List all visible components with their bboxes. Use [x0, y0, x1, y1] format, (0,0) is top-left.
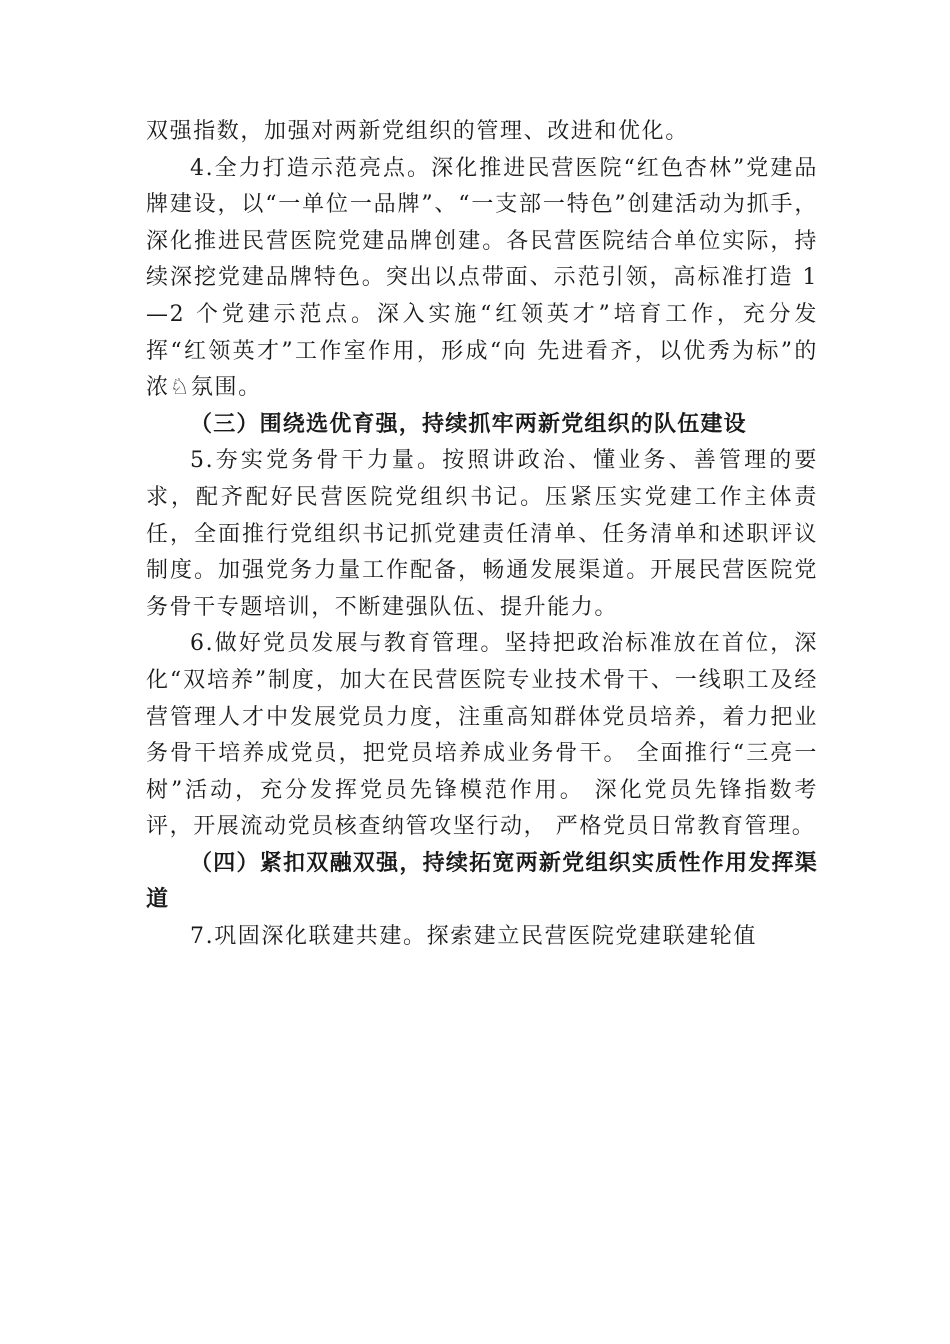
paragraph-continuation: 双强指数，加强对两新党组织的管理、改进和优化。	[146, 119, 689, 144]
section-heading-3: （三）围绕选优育强，持续抓牢两新党组织的队伍建设	[190, 411, 747, 437]
paragraph-item-6: 6.做好党员发展与教育管理。坚持把政治标准放在首位，深化“双培养”制度，加大在民营医院专业技术骨干、一线职工及经营管理人才中发展党员力度，注重高知群体党员培养，着力把业务骨干培养成党员，把党员培养成业务骨干。 全面推行“三亮一树”活动，充分发挥党员先锋模范作用。 深化党员先锋指数考评，开展流动党员核查纳管攻坚行动， 严格党员日常教育管理。	[146, 631, 818, 840]
paragraph-item-5: 5.夯实党务骨干力量。按照讲政治、懂业务、善管理的要求，配齐配好民营医院党组织书记。压紧压实党建工作主体责任，全面推行党组织书记抓党建责任清单、任务清单和述职评议制度。加强党务力量工作配备，畅通发展渠道。开展民营医院党务骨干专题培训，不断建强队伍、提升能力。	[146, 448, 818, 620]
document-body	[146, 114, 818, 956]
paragraph-item-4: 4.全力打造示范亮点。深化推进民营医院“红色杏林”党建品牌建设，以“一单位一品牌”、“一支部一特色”创建活动为抓手，深化推进民营医院党建品牌创建。各民营医院结合单位实际，持续深挖党建品牌特色。突出以点带面、示范引领，高标准打造 1—2 个党建示范点。深入实施“红领英才”培育工作，充分发挥“红领英才”工作室作用，形成“向 先进看齐，以优秀为标”的浓♘氛围。	[146, 155, 818, 401]
section-heading-4: （四）紧扣双融双强，持续拓宽两新党组织实质性作用发挥渠道	[146, 850, 818, 913]
paragraph-item-7: 7.巩固深化联建共建。探索建立民营医院党建联建轮值	[190, 924, 757, 950]
